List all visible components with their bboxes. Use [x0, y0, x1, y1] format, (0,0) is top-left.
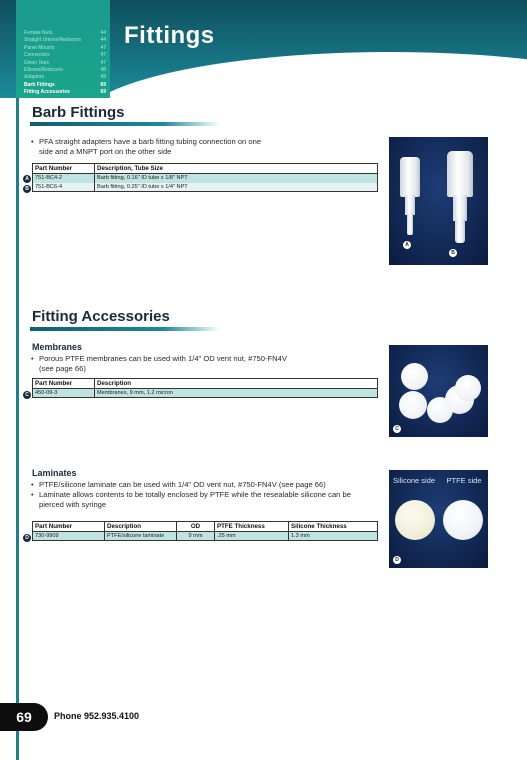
row-marker-d: D — [23, 534, 31, 542]
bullet-item: • PFA straight adapters have a barb fitting tubing connection on one side and a MNPT port on the other side — [30, 137, 270, 157]
toc-item-label: Panel Mounts — [24, 44, 55, 51]
toc-item — [24, 67, 106, 74]
membranes-photo — [389, 345, 488, 437]
toc-item — [24, 74, 106, 81]
toc-item-label: Barb Fittings — [24, 81, 55, 88]
fitting-b-hex — [447, 151, 473, 197]
column-header: Part Number — [33, 522, 105, 532]
toc-item-page: 69 — [100, 89, 106, 96]
membrane-disc — [455, 375, 481, 401]
ptfe-side-disc — [443, 500, 483, 540]
fitting-a-hex — [400, 157, 420, 197]
part-number-cell: 450-09-3 — [33, 389, 95, 398]
barb-fittings-underline — [30, 122, 220, 126]
laminates-table — [32, 521, 378, 541]
part-number-cell: 730-9909 — [33, 532, 105, 541]
row-marker-c: C — [23, 391, 31, 399]
fitting-accessories-title: Fitting Accessories — [32, 308, 170, 325]
barb-fittings-title: Barb Fittings — [32, 104, 125, 121]
membranes-table — [32, 378, 378, 398]
toc-item-page: 47 — [100, 44, 106, 51]
part-number-cell: 751-BC6-4 — [33, 183, 95, 192]
ptfe-side-caption: PTFE side — [446, 476, 482, 485]
photo-label-d: D — [393, 556, 401, 564]
toc-item — [24, 52, 106, 59]
toc-item-page: 47 — [100, 59, 106, 66]
membrane-disc — [401, 363, 428, 390]
membranes-subtitle: Membranes — [32, 342, 83, 352]
laminates-subtitle: Laminates — [32, 468, 77, 478]
toc-item — [24, 30, 106, 37]
column-header: OD — [177, 522, 215, 532]
toc-item-page: 49 — [100, 74, 106, 81]
photo-label-b: B — [449, 249, 457, 257]
toc-item — [24, 60, 106, 67]
toc-item-label: Straight Unions/Reducers — [24, 37, 81, 44]
silicone-side-disc — [395, 500, 435, 540]
column-header: Part Number — [33, 379, 95, 389]
photo-label-c: C — [393, 425, 401, 433]
column-header: Part Number — [33, 164, 95, 174]
bullet-item: • Porous PTFE membranes can be used with 1/4" OD vent nut, #750-FN4V (see page 66) — [30, 354, 290, 374]
description-cell: Membranes, 9 mm, 1.2 micron — [95, 389, 378, 398]
column-header: Description — [105, 522, 177, 532]
silicone-thickness-cell: 1.3 mm — [289, 532, 378, 541]
ptfe-thickness-cell: .25 mm — [215, 532, 289, 541]
toc-item-label: Union Tees — [24, 59, 49, 66]
description-cell: PTFE/silicone laminate — [105, 532, 177, 541]
toc-item — [24, 82, 106, 89]
table-row — [33, 174, 378, 183]
toc-item-label: Adapters — [24, 74, 45, 81]
toc-item — [24, 45, 106, 52]
table-row — [33, 389, 378, 398]
page-number: 69 — [0, 703, 48, 731]
row-marker-a: A — [23, 175, 31, 183]
toc-item-label: Connectors — [24, 52, 50, 59]
description-cell: Barb fitting, 0.25" ID tube x 1/4" NPT — [95, 183, 378, 192]
phone-number: Phone 952.935.4100 — [54, 711, 140, 721]
toc-item-label: Fitting Accessories — [24, 89, 70, 96]
toc-item-page: 48 — [100, 67, 106, 74]
toc-item — [24, 89, 106, 96]
section-toc — [16, 0, 110, 98]
toc-item-label: Female Nuts — [24, 30, 53, 36]
toc-item-label: Elbows/Reducers — [24, 67, 63, 74]
part-number-cell: 751-BC4-2 — [33, 174, 95, 183]
column-header: Silicone Thickness — [289, 522, 378, 532]
column-header: Description, Tube Size — [95, 164, 378, 174]
laminates-bullets — [30, 480, 374, 510]
header-swoosh — [80, 52, 527, 98]
toc-item-page: 69 — [100, 81, 106, 88]
fitting-a-tip — [407, 213, 413, 235]
laminates-photo — [389, 470, 488, 568]
barb-bullets — [30, 137, 270, 157]
row-marker-b: B — [23, 185, 31, 193]
photo-label-a: A — [403, 241, 411, 249]
bullet-item: • PTFE/silicone laminate can be used with 1/4" OD vent nut, #750-FN4V (see page 66) — [30, 480, 374, 490]
column-header: PTFE Thickness — [215, 522, 289, 532]
fitting-accessories-underline — [30, 327, 220, 331]
membrane-disc — [399, 391, 427, 419]
left-spine-bar — [16, 98, 19, 760]
table-row — [33, 183, 378, 192]
fitting-b-tip — [455, 219, 465, 243]
toc-item — [24, 37, 106, 44]
fitting-a-barb — [405, 195, 415, 215]
toc-item-page: 44 — [100, 30, 106, 36]
fitting-b-barb — [453, 195, 467, 221]
table-row — [33, 532, 378, 541]
barb-fittings-photo — [389, 137, 488, 265]
membranes-bullets — [30, 354, 290, 374]
column-header: Description — [95, 379, 378, 389]
bullet-item: • Laminate allows contents to be totally enclosed by PTFE while the resealable silicone can be pierced with syringe — [30, 490, 374, 510]
description-cell: Barb fitting, 0.16" ID tube x 1/8" NPT — [95, 174, 378, 183]
od-cell: 9 mm — [177, 532, 215, 541]
toc-item-page: 44 — [100, 37, 106, 44]
page-title: Fittings — [124, 22, 215, 49]
silicone-side-caption: Silicone side — [392, 476, 436, 485]
toc-item-page: 47 — [100, 52, 106, 59]
barb-table — [32, 163, 378, 192]
